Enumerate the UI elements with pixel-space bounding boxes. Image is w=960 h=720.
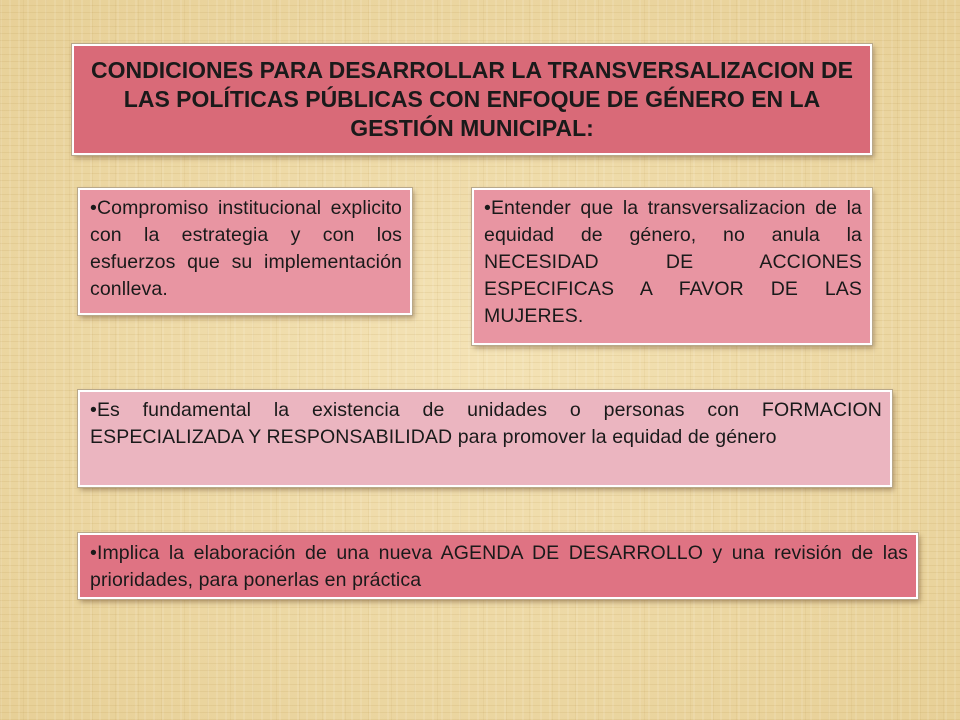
- slide-title-box: [72, 44, 872, 155]
- card-text: Entender que la transversalizacion de la equidad de género, no anula la NECESIDAD DE ACCIONES ESPECIFICAS A FAVOR DE LAS MUJERES.: [484, 197, 862, 327]
- bullet-icon: •: [90, 197, 97, 219]
- bullet-icon: •: [90, 542, 97, 564]
- card-text: Compromiso institucional explicito con la estrategia y con los esfuerzos que su implementación conlleva.: [90, 197, 402, 300]
- content-card-commitment: [78, 188, 412, 315]
- content-card-specialized-units: [78, 390, 892, 487]
- slide-title: CONDICIONES PARA DESARROLLAR LA TRANSVERSALIZACION DE LAS POLÍTICAS PÚBLICAS CON ENFOQUE DE GÉNERO EN LA GESTIÓN MUNICIPAL:: [91, 57, 853, 141]
- card-text: Implica la elaboración de una nueva AGENDA DE DESARROLLO y una revisión de las prioridades, para ponerlas en práctica: [90, 542, 908, 591]
- bullet-icon: •: [90, 399, 97, 421]
- card-text: Es fundamental la existencia de unidades o personas con FORMACION ESPECIALIZADA Y RESPONSABILIDAD para promover la equidad de género: [90, 399, 882, 448]
- bullet-icon: •: [484, 197, 491, 219]
- content-card-development-agenda: [78, 533, 918, 599]
- content-card-specific-actions: [472, 188, 872, 345]
